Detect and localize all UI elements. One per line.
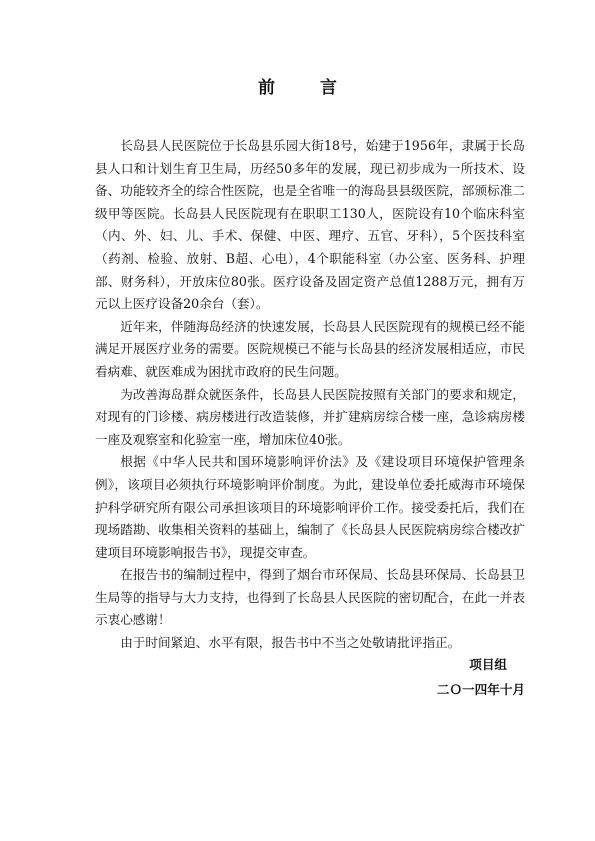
paragraph-background: 近年来，伴随海岛经济的快速发展，长岛县人民医院现有的规模已经不能满足开展医疗业务的需要。医院规模已不能与长岛县的经济发展相适应，市民看病难、就医难成为困扰市政府的民生问题。 [95, 318, 525, 379]
paragraph-intro: 长岛县人民医院位于长岛县乐园大街18号，始建于1956年，隶属于长岛县人口和计划生育卫生局，历经50多年的发展，现已初步成为一所技术、设备、功能较齐全的综合性医院，也是全省唯一的海岛县县级医院，部颁标准二级甲等医院。长岛县人民医院现有在职职工130人，医院设有10个临床科室（内、外、妇、儿、手术、保健、中医、理疗、五官、牙科），5个医技科室（药剂、检验、放射、B超、心电），4个职能科室（办公室、医务科、护理部、财务科），开放床位80张。医疗设备及固定资产总值1288万元，拥有万元以上医疗设备20余台（套）。 [95, 138, 525, 312]
page-title: 前 言 [258, 78, 351, 98]
paragraph-legal-basis: 根据《中华人民共和国环境影响评价法》及《建设项目环境保护管理条例》，该项目必须执行环境影响评价制度。为此，建设单位委托威海市环境保护科学研究所有限公司承担该项目的环境影响评价工作。接受委托后，我们在现场踏勘、收集相关资料的基础上，编制了《长岛县人民医院病房综合楼改扩建项目环境影响报告书》，现提交审查。 [95, 454, 525, 560]
signature-team: 项目组 [469, 657, 507, 672]
paragraph-acknowledgement: 在报告书的编制过程中，得到了烟台市环保局、长岛县环保局、长岛县卫生局等的指导与大力支持，也得到了长岛县人民医院的密切配合，在此一并表示衷心感谢！ [95, 567, 525, 628]
signature-date: 二Ｏ一四年十月 [436, 682, 525, 697]
paragraph-project: 为改善海岛群众就医条件，长岛县人民医院按照有关部门的要求和规定，对现有的门诊楼、病房楼进行改造装修，并扩建病房综合楼一座，急诊病房楼一座及观察室和化验室一座，增加床位40张。 [95, 386, 525, 447]
body-text [95, 135, 525, 655]
paragraph-closing: 由于时间紧迫、水平有限，报告书中不当之处敬请批评指正。 [120, 635, 461, 651]
